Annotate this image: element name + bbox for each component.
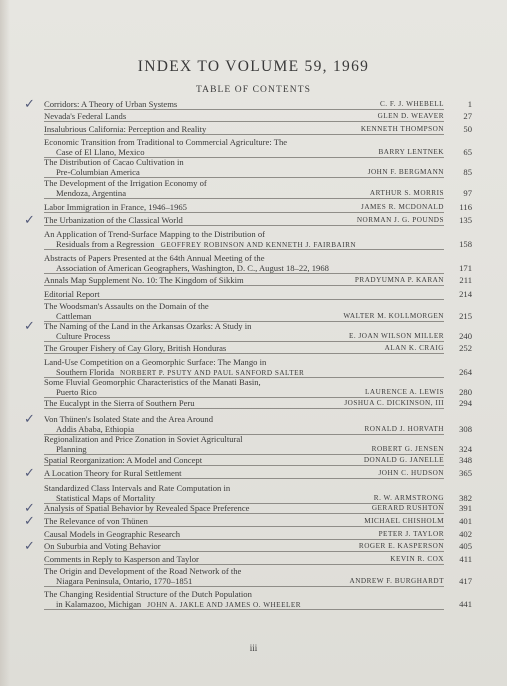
toc-entry (44, 541, 444, 551)
toc-entry (44, 321, 444, 341)
leader-rule (44, 465, 444, 466)
entry-author: NORMAN J. G. POUNDS (356, 216, 444, 224)
toc-entry-line (44, 111, 444, 121)
toc-entry-line (44, 529, 444, 539)
toc-entry-line (44, 215, 444, 225)
entry-page-number: 348 (459, 455, 472, 465)
leader-rule (44, 134, 444, 135)
entry-author: ROBERT G. JENSEN (371, 445, 444, 453)
entry-title-text: Comments in Reply to Kasperson and Taylor (44, 554, 199, 564)
entry-page-number: 116 (459, 202, 472, 212)
toc-entry-line (44, 387, 444, 397)
entry-page-number: 402 (459, 529, 472, 539)
toc-entry (44, 483, 444, 503)
entry-title-text: Causal Models in Geographic Research (44, 529, 181, 539)
toc-entry (44, 414, 444, 434)
toc-entry-line (44, 321, 444, 331)
entry-page-number: 365 (459, 468, 472, 478)
entry-author: KENNETH THOMPSON (360, 125, 444, 133)
entry-page-number: 324 (459, 444, 472, 454)
entry-title-text: Case of El Llano, Mexico (56, 147, 145, 157)
entry-author: C. F. J. WHEBELL (380, 100, 444, 108)
entry-title-text: Addis Ababa, Ethiopia (56, 424, 135, 434)
toc-entry (44, 455, 444, 465)
entry-author: WALTER M. KOLLMORGEN (343, 312, 444, 320)
entry-title-text: The Changing Residential Structure of the Dutch Population (44, 589, 252, 599)
toc-entry (44, 468, 444, 478)
leader-rule (44, 198, 444, 199)
toc-entry (44, 99, 444, 109)
entry-author: PETER J. TAYLOR (378, 530, 444, 538)
leader-rule (44, 299, 444, 300)
toc-entry-line (44, 202, 444, 212)
entry-title-text: Pre-Columbian America (56, 167, 140, 177)
toc-entry (44, 343, 444, 353)
toc-entry-line (44, 576, 444, 586)
toc-entry (44, 554, 444, 564)
toc-entry (44, 529, 444, 539)
leader-rule (44, 609, 444, 610)
index-title: INDEX TO VOLUME 59, 1969 (137, 58, 370, 75)
entry-title-text: Standardized Class Intervals and Rate Computation in (44, 483, 231, 493)
toc-entry (44, 275, 444, 285)
pencil-check-mark-icon: ✓ (24, 538, 35, 553)
entry-author: JOHN C. HUDSON (378, 469, 444, 477)
entry-title-text: Niagara Peninsula, Ontario, 1770–1851 (56, 576, 193, 586)
toc-entry-line (44, 541, 444, 551)
entry-author: GERARD RUSHTON (371, 504, 444, 512)
entry-title-text: The Development of the Irrigation Economy of (44, 178, 207, 188)
entry-title-text: Southern Florida (56, 367, 115, 377)
pencil-check-mark-icon: ✓ (24, 318, 35, 333)
toc-entry-line (44, 343, 444, 353)
leader-rule (44, 109, 444, 110)
entry-title-text: The Relevance of von Thünen (44, 516, 148, 526)
entry-author: GEOFFREY ROBINSON AND KENNETH J. FAIRBAIRN (160, 241, 357, 249)
page-number-footer: iii (249, 643, 258, 653)
leader-rule (44, 408, 444, 409)
toc-entry-line (44, 311, 444, 321)
toc-entry-line (44, 589, 444, 599)
leader-rule (44, 526, 444, 527)
toc-entry-line (44, 301, 444, 311)
toc-entry-line (44, 229, 444, 239)
toc-entry (44, 137, 444, 157)
pencil-check-mark-icon: ✓ (24, 96, 35, 111)
entry-page-number: 280 (459, 387, 472, 397)
toc-entry-line (44, 157, 444, 167)
toc-entry-line (44, 398, 444, 408)
pencil-check-mark-icon: ✓ (24, 513, 35, 528)
entry-title-text: On Suburbia and Voting Behavior (44, 541, 161, 551)
toc-entry (44, 253, 444, 273)
toc-entry-line (44, 503, 444, 513)
entry-author: PRADYUMNA P. KARAN (354, 276, 444, 284)
entry-author: BARRY LENTNEK (378, 148, 444, 156)
leader-rule (44, 273, 444, 274)
entry-title-text: Mendoza, Argentina (56, 188, 127, 198)
toc-entry-line (44, 167, 444, 177)
pencil-check-mark-icon: ✓ (24, 500, 35, 515)
entry-author: ANDREW F. BURGHARDT (349, 577, 444, 585)
pencil-check-mark-icon: ✓ (24, 212, 35, 227)
toc-entry (44, 566, 444, 586)
entry-title-text: Insalubrious California: Perception and Reality (44, 124, 207, 134)
leader-rule (44, 539, 444, 540)
leader-rule (44, 353, 444, 354)
entry-page-number: 214 (459, 289, 472, 299)
toc-entry (44, 301, 444, 321)
toc-entry (44, 124, 444, 134)
toc-entry-line (44, 414, 444, 424)
entry-title-text: Cattleman (56, 311, 92, 321)
pencil-check-mark-icon: ✓ (24, 465, 35, 480)
entry-title-text: Corridors: A Theory of Urban Systems (44, 99, 178, 109)
toc-entry (44, 178, 444, 198)
entry-title-text: The Distribution of Cacao Cultivation in (44, 157, 184, 167)
entry-page-number: 97 (463, 188, 472, 198)
entry-title-text: An Application of Trend-Surface Mapping to the Distribution of (44, 229, 266, 239)
entry-title-text: The Woodsman's Assaults on the Domain of the (44, 301, 209, 311)
leader-rule (44, 478, 444, 479)
entry-title-text: Puerto Rico (56, 387, 97, 397)
toc-entry-line (44, 424, 444, 434)
toc-entry-line (44, 147, 444, 157)
toc-entry-line (44, 434, 444, 444)
entry-title-text: Association of American Geographers, Washington, D. C., August 18–22, 1968 (56, 263, 329, 273)
entry-title-text: Some Fluvial Geomorphic Characteristics of the Manati Basin, (44, 377, 261, 387)
entry-page-number: 411 (459, 554, 472, 564)
entry-title-text: Statistical Maps of Mortality (56, 493, 156, 503)
toc-entry-line (44, 455, 444, 465)
entry-author: ARTHUR S. MORRIS (369, 189, 444, 197)
entry-page-number: 405 (459, 541, 472, 551)
entry-title-text: Economic Transition from Traditional to Commercial Agriculture: The (44, 137, 288, 147)
entry-page-number: 401 (459, 516, 472, 526)
leader-rule (44, 586, 444, 587)
toc-entry (44, 202, 444, 212)
entry-page-number: 308 (459, 424, 472, 434)
entry-page-number: 264 (459, 367, 472, 377)
toc-entry-line (44, 178, 444, 188)
entry-title-text: Land-Use Competition on a Geomorphic Surface: The Mango in (44, 357, 267, 367)
toc-entry-line (44, 367, 444, 377)
entry-title-text: Nevada's Federal Lands (44, 111, 127, 121)
entry-author: JOHN A. JAKLE AND JAMES O. WHEELER (147, 601, 302, 609)
entry-author: ALAN K. CRAIG (384, 344, 444, 352)
toc-entry (44, 229, 444, 249)
pencil-check-mark-icon: ✓ (24, 411, 35, 426)
entry-page-number: 158 (459, 239, 472, 249)
entry-title-text: The Grouper Fishery of Cay Glory, British Honduras (44, 343, 227, 353)
entry-author: NORBERT P. PSUTY AND PAUL SANFORD SALTER (120, 369, 305, 377)
toc-entry-line (44, 468, 444, 478)
entry-title-text: Regionalization and Price Zonation in Soviet Agricultural (44, 434, 243, 444)
entry-title-text: Labor Immigration in France, 1946–1965 (44, 202, 187, 212)
toc-entry-line (44, 377, 444, 387)
toc-entry (44, 434, 444, 454)
leader-rule (44, 513, 444, 514)
entry-author: KEVIN R. COX (390, 555, 444, 563)
leader-rule (44, 341, 444, 342)
entry-page-number: 27 (463, 111, 472, 121)
entry-page-number: 441 (459, 599, 472, 609)
toc-entry (44, 377, 444, 397)
entry-page-number: 240 (459, 331, 472, 341)
entry-page-number: 417 (459, 576, 472, 586)
toc-entry-line (44, 444, 444, 454)
entry-title-text: Von Thünen's Isolated State and the Area Around (44, 414, 214, 424)
entry-page-number: 252 (459, 343, 472, 353)
toc-entry-line (44, 566, 444, 576)
entry-title-text: The Naming of the Land in the Arkansas Ozarks: A Study in (44, 321, 252, 331)
leader-rule (44, 551, 444, 552)
toc-entry (44, 398, 444, 408)
contents-heading: TABLE OF CONTENTS (195, 85, 312, 95)
toc-entry-line (44, 275, 444, 285)
entry-title-text: Annals Map Supplement No. 10: The Kingdom of Sikkim (44, 275, 244, 285)
toc-entry-line (44, 253, 444, 263)
entry-title-text: Planning (56, 444, 87, 454)
entry-page-number: 85 (463, 167, 472, 177)
entry-author: R. W. ARMSTRONG (373, 494, 444, 502)
entry-author: RONALD J. HORVATH (364, 425, 444, 433)
entry-title-text: A Location Theory for Rural Settlement (44, 468, 182, 478)
entry-page-number: 294 (459, 398, 472, 408)
toc-entry (44, 357, 444, 377)
entry-author: JAMES R. MCDONALD (361, 203, 444, 211)
leader-rule (44, 121, 444, 122)
entry-title-text: Spatial Reorganization: A Model and Concept (44, 455, 203, 465)
toc-entry (44, 516, 444, 526)
toc-entry (44, 111, 444, 121)
toc-entry-line (44, 99, 444, 109)
leader-rule (44, 564, 444, 565)
toc-entry-line (44, 516, 444, 526)
entry-title-text: The Origin and Development of the Road Network of the (44, 566, 242, 576)
leader-rule (44, 285, 444, 286)
entry-page-number: 215 (459, 311, 472, 321)
entry-page-number: 382 (459, 493, 472, 503)
entry-title-text: The Eucalypt in the Sierra of Southern Peru (44, 398, 195, 408)
toc-entry-line (44, 263, 444, 273)
entry-title-text: Analysis of Spatial Behavior by Revealed Space Preference (44, 503, 250, 513)
entry-page-number: 50 (463, 124, 472, 134)
toc-entry-line (44, 599, 444, 609)
toc-entry-line (44, 124, 444, 134)
entry-title-text: Editorial Report (44, 289, 100, 299)
entry-title-text: Abstracts of Papers Presented at the 64th Annual Meeting of the (44, 253, 265, 263)
entry-title-text: in Kalamazoo, Michigan (56, 599, 142, 609)
toc-entry-line (44, 483, 444, 493)
toc-entry (44, 215, 444, 225)
entry-author: JOSHUA C. DICKINSON, III (344, 399, 444, 407)
entry-author: E. JOAN WILSON MILLER (348, 332, 444, 340)
entry-page-number: 211 (459, 275, 472, 285)
toc-entry-line (44, 188, 444, 198)
toc-entry-line (44, 137, 444, 147)
entry-author: DONALD G. JANELLE (363, 456, 444, 464)
toc-entry-line (44, 239, 444, 249)
toc-entry (44, 589, 444, 609)
entry-page-number: 391 (459, 503, 472, 513)
leader-rule (44, 212, 444, 213)
toc-entry-line (44, 289, 444, 299)
entry-page-number: 1 (467, 99, 472, 109)
entry-author: JOHN F. BERGMANN (367, 168, 444, 176)
leader-rule (44, 249, 444, 250)
leader-rule (44, 225, 444, 226)
toc-entry (44, 503, 444, 513)
entry-author: GLEN D. WEAVER (377, 112, 444, 120)
entry-author: MICHAEL CHISHOLM (364, 517, 444, 525)
toc-entry-line (44, 357, 444, 367)
entry-page-number: 65 (463, 147, 472, 157)
entry-page-number: 135 (459, 215, 472, 225)
entry-title-text: Culture Process (56, 331, 111, 341)
entry-title-text: Residuals from a Regression (56, 239, 155, 249)
entry-author: LAURENCE A. LEWIS (365, 388, 444, 396)
toc-entry (44, 157, 444, 177)
toc-entry-line (44, 493, 444, 503)
entry-author: ROGER E. KASPERSON (358, 542, 444, 550)
entry-title-text: The Urbanization of the Classical World (44, 215, 183, 225)
toc-entry (44, 289, 444, 299)
entry-page-number: 171 (459, 263, 472, 273)
toc-entry-line (44, 331, 444, 341)
toc-entry-line (44, 554, 444, 564)
